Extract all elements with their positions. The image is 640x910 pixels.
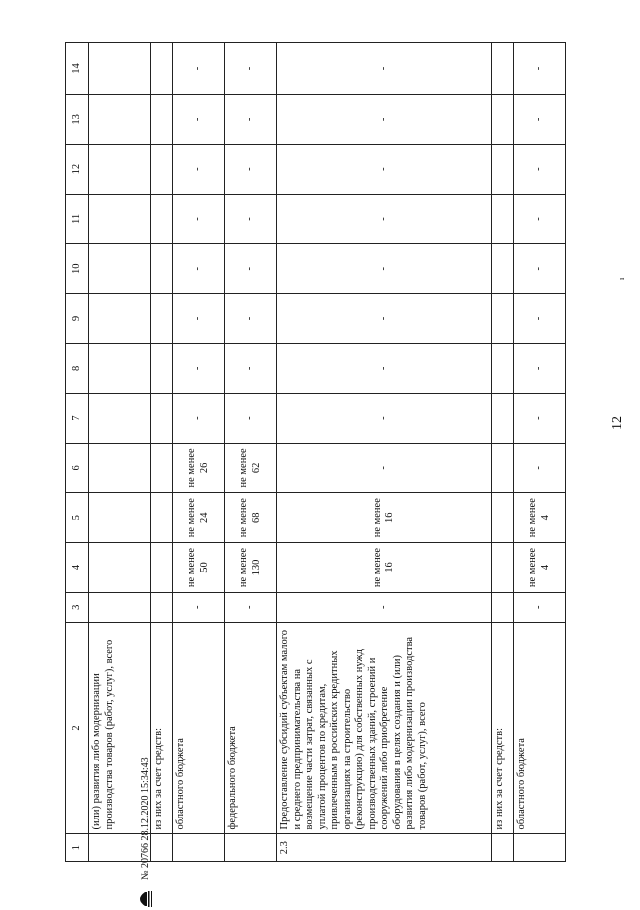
table-cell <box>89 493 151 543</box>
margin-mark: ı <box>617 277 626 280</box>
table-cell: - <box>225 43 277 95</box>
page-number: 12 <box>610 416 625 430</box>
table-cell: - <box>277 43 492 95</box>
table-cell: - <box>173 94 225 144</box>
table-cell: - <box>173 244 225 294</box>
column-header: 6 <box>66 443 89 493</box>
table-cell: - <box>514 294 566 344</box>
table-cell: - <box>514 94 566 144</box>
table-cell <box>492 592 514 622</box>
table-cell: не менее 16 <box>277 543 492 593</box>
row-number <box>492 834 514 862</box>
column-header: 13 <box>66 94 89 144</box>
table-cell: не менее 16 <box>277 493 492 543</box>
table-cell <box>151 543 173 593</box>
table-cell: - <box>514 343 566 393</box>
column-header: 12 <box>66 144 89 194</box>
row-description: областного бюджета <box>173 622 225 834</box>
column-header: 10 <box>66 244 89 294</box>
table-cell <box>151 592 173 622</box>
table-cell <box>492 294 514 344</box>
table-cell <box>151 144 173 194</box>
table-cell <box>492 144 514 194</box>
row-description: из них за счет средств: <box>151 622 173 834</box>
table-cell <box>89 94 151 144</box>
table-cell: - <box>225 592 277 622</box>
row-number <box>514 834 566 862</box>
table-cell: - <box>173 343 225 393</box>
table-cell <box>89 194 151 244</box>
document-reference: № 20766 28.12.2020 15:34:43 <box>139 757 151 880</box>
row-description: федерального бюджета <box>225 622 277 834</box>
table-cell <box>492 393 514 443</box>
table-cell: - <box>514 443 566 493</box>
table-cell: - <box>225 244 277 294</box>
table-cell: - <box>514 393 566 443</box>
table-cell <box>492 443 514 493</box>
table-cell: не менее 68 <box>225 493 277 543</box>
table-cell: не менее 26 <box>173 443 225 493</box>
table-cell: - <box>277 393 492 443</box>
table-cell <box>492 43 514 95</box>
table-cell <box>151 393 173 443</box>
column-header: 11 <box>66 194 89 244</box>
table-cell <box>89 443 151 493</box>
table-cell: - <box>173 393 225 443</box>
table-cell: - <box>277 294 492 344</box>
header-row <box>66 43 89 862</box>
table-cell: не менее 4 <box>514 543 566 593</box>
table-cell: - <box>173 294 225 344</box>
column-header: 14 <box>66 43 89 95</box>
table-cell: не менее 62 <box>225 443 277 493</box>
table-cell <box>492 94 514 144</box>
table-cell: - <box>514 592 566 622</box>
column-header: 4 <box>66 543 89 593</box>
table-cell <box>89 244 151 294</box>
table-cell <box>151 43 173 95</box>
table-cell <box>492 244 514 294</box>
table-cell: - <box>514 43 566 95</box>
table-cell <box>151 194 173 244</box>
table-cell: - <box>225 294 277 344</box>
table-row <box>492 43 514 862</box>
column-header: 1 <box>66 834 89 862</box>
table-cell <box>151 443 173 493</box>
table-cell <box>151 94 173 144</box>
table-cell: не менее 24 <box>173 493 225 543</box>
table-cell <box>492 343 514 393</box>
table-cell: не менее 4 <box>514 493 566 543</box>
row-description: Предоставление субсидий субъектам малого и среднего предпринимательства на возмещение части затрат, связанных с уплатой процентов по кредитам, привлеченным в российских кредитных организациях на строительство (реконструкцию) для собственных нужд производственных зданий, строений и сооружений либо приобретение оборудования в целях создания и (или) развития либо модернизации производства товаров (работ, услуг), всего <box>277 622 492 834</box>
table-cell <box>151 294 173 344</box>
table-row <box>173 43 225 862</box>
column-header: 2 <box>66 622 89 834</box>
table-cell: - <box>225 94 277 144</box>
table-cell: - <box>173 144 225 194</box>
table-cell: - <box>225 194 277 244</box>
table-row <box>514 43 566 862</box>
table-cell: - <box>173 43 225 95</box>
table-cell: - <box>225 393 277 443</box>
table-cell <box>89 393 151 443</box>
table-row <box>225 43 277 862</box>
row-number: 2.3 <box>277 834 492 862</box>
table-cell: - <box>225 144 277 194</box>
table-cell: - <box>277 244 492 294</box>
seal-icon <box>133 888 157 910</box>
table-cell: - <box>173 592 225 622</box>
table-cell <box>492 493 514 543</box>
row-description: областного бюджета <box>514 622 566 834</box>
table-cell: не менее 130 <box>225 543 277 593</box>
table-cell <box>89 343 151 393</box>
column-header: 9 <box>66 294 89 344</box>
table-cell: - <box>277 194 492 244</box>
table-cell: не менее 50 <box>173 543 225 593</box>
column-header: 5 <box>66 493 89 543</box>
table-cell: - <box>225 343 277 393</box>
table-cell: - <box>514 144 566 194</box>
table-cell <box>151 244 173 294</box>
table-cell <box>151 493 173 543</box>
column-header: 7 <box>66 393 89 443</box>
table-cell: - <box>173 194 225 244</box>
row-number <box>173 834 225 862</box>
table-cell: - <box>277 343 492 393</box>
table-cell: - <box>277 94 492 144</box>
column-header: 3 <box>66 592 89 622</box>
table-cell: - <box>514 194 566 244</box>
table-cell <box>492 543 514 593</box>
table-cell <box>89 543 151 593</box>
row-description: из них за счет средств: <box>492 622 514 834</box>
document-footer <box>130 640 160 910</box>
table-cell <box>492 194 514 244</box>
column-header: 8 <box>66 343 89 393</box>
table-cell <box>89 294 151 344</box>
table-cell: - <box>277 443 492 493</box>
table-cell <box>89 144 151 194</box>
table-cell: - <box>277 592 492 622</box>
table-cell: - <box>277 144 492 194</box>
row-number <box>225 834 277 862</box>
table-cell <box>151 343 173 393</box>
table-row <box>277 43 492 862</box>
table-cell: - <box>514 244 566 294</box>
row-description: (или) развития либо модернизации производства товаров (работ, услуг), всего <box>89 622 151 834</box>
table-cell <box>89 43 151 95</box>
table-cell <box>89 592 151 622</box>
